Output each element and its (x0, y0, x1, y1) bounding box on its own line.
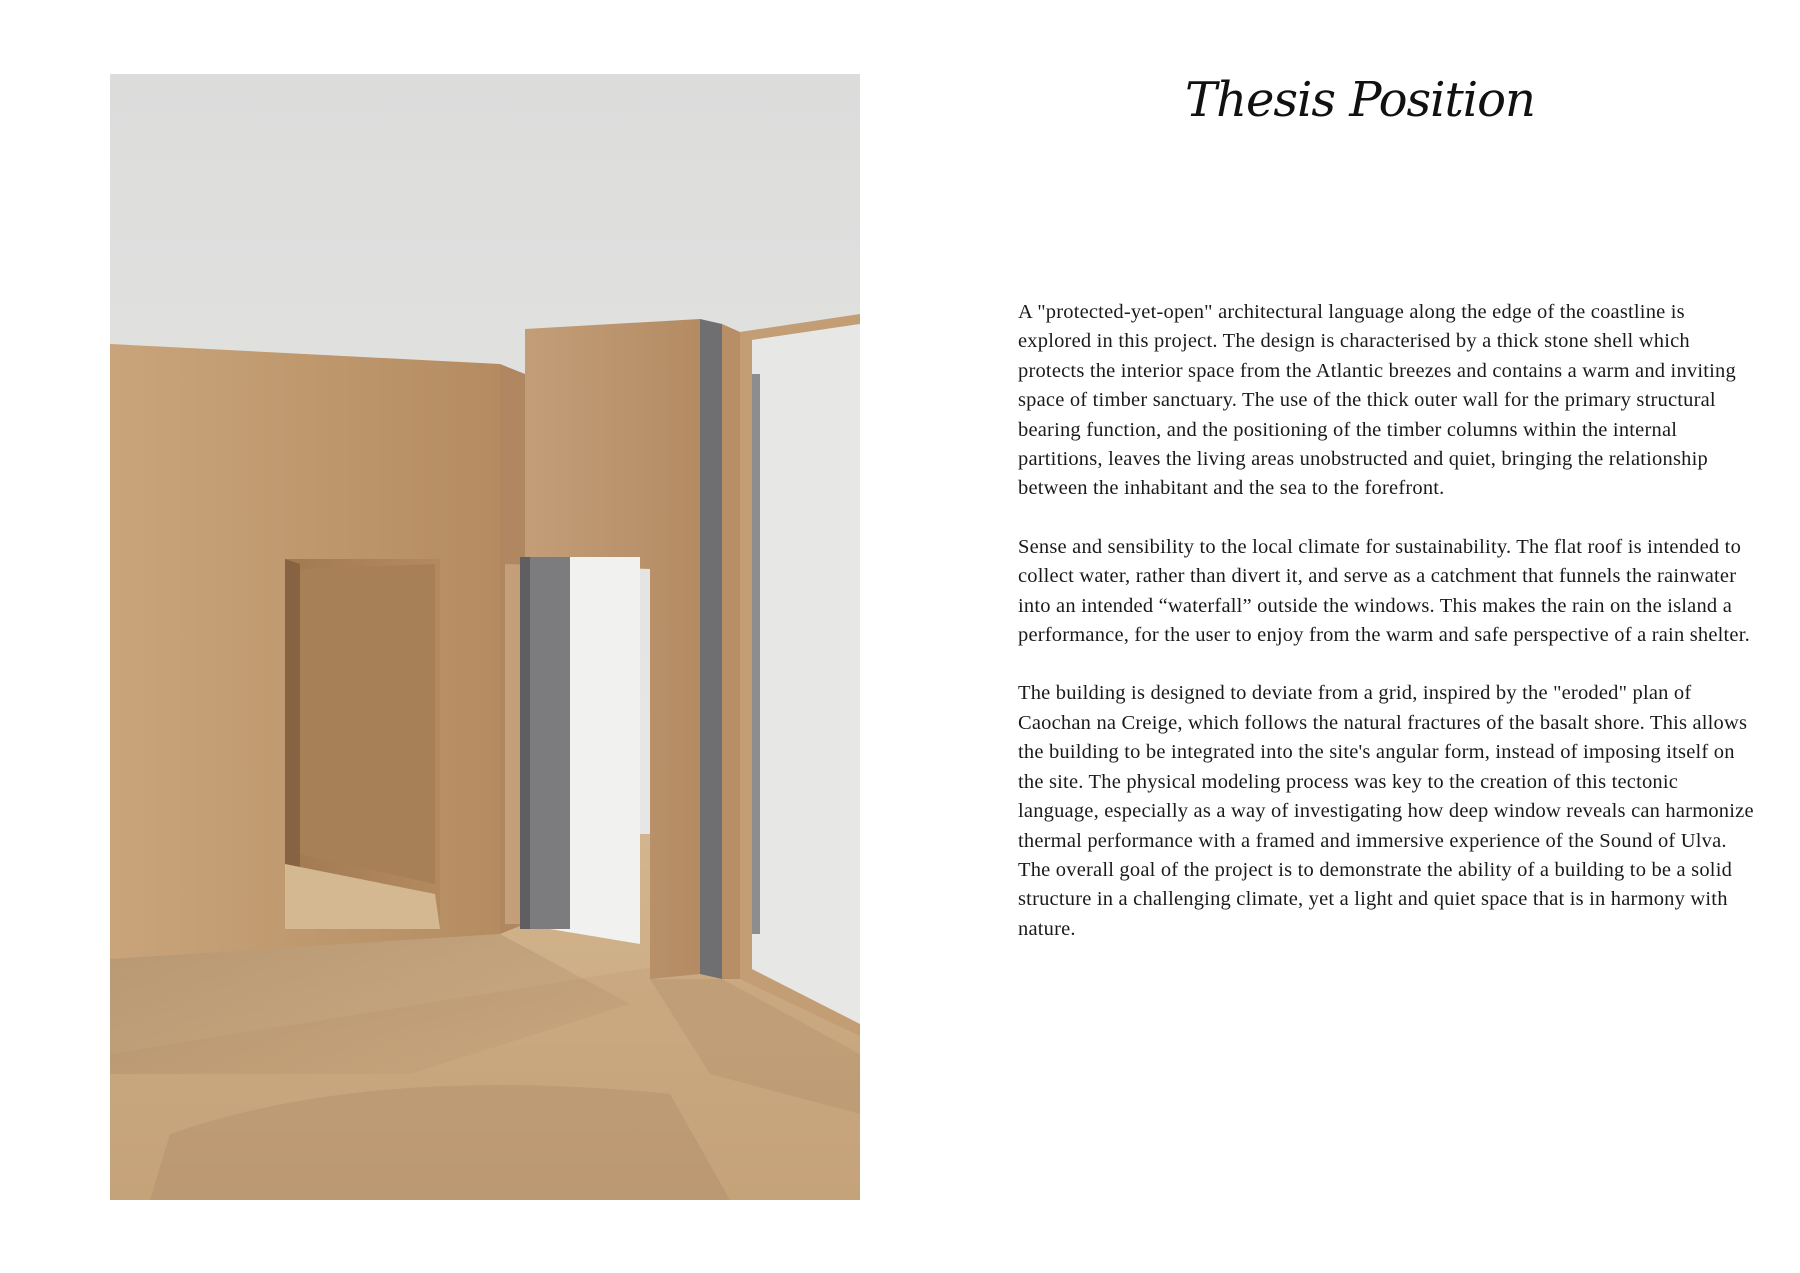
page-title: Thesis Position (1185, 72, 1535, 128)
cardboard-model-illustration (110, 74, 860, 1200)
paragraph-grid: The building is designed to deviate from a grid, inspired by the "eroded" plan of Caochan na Creige, which follows the natural fractures of the basalt shore. This allows the building to be integrated into the site's angular form, instead of imposing itself on the site. The physical modeling process was key to the creation of this tectonic language, especially as a way of investigating how deep window reveals can harmonize thermal performance with a framed and immersive experience of the Sound of Ulva. The overall goal of the project is to demonstrate the ability of a building to be a solid structure in a challenging climate, yet a light and quiet space that is in harmony with nature. (1018, 682, 1754, 940)
paragraph-climate: Sense and sensibility to the local climate for sustainability. The flat roof is intended to collect water, rather than divert it, and serve as a catchment that funnels the rainwater into an intended “waterfall” outside the windows. This makes the rain on the island a performance, for the user to enjoy from the warm and safe perspective of a rain shelter. (1018, 535, 1750, 647)
model-photo (110, 74, 860, 1200)
thesis-text-body (1018, 298, 1756, 973)
paragraph-intro: A "protected-yet-open" architectural language along the edge of the coastline is explored in this project. The design is characterised by a thick stone shell which protects the interior space from the Atlantic breezes and contains a warm and inviting space of timber sanctuary. The use of the thick outer wall for the primary structural bearing function, and the positioning of the timber columns within the internal partitions, leaves the living areas unobstructed and quiet, bringing the relationship between the inhabitant and the sea to the forefront. (1018, 301, 1736, 500)
